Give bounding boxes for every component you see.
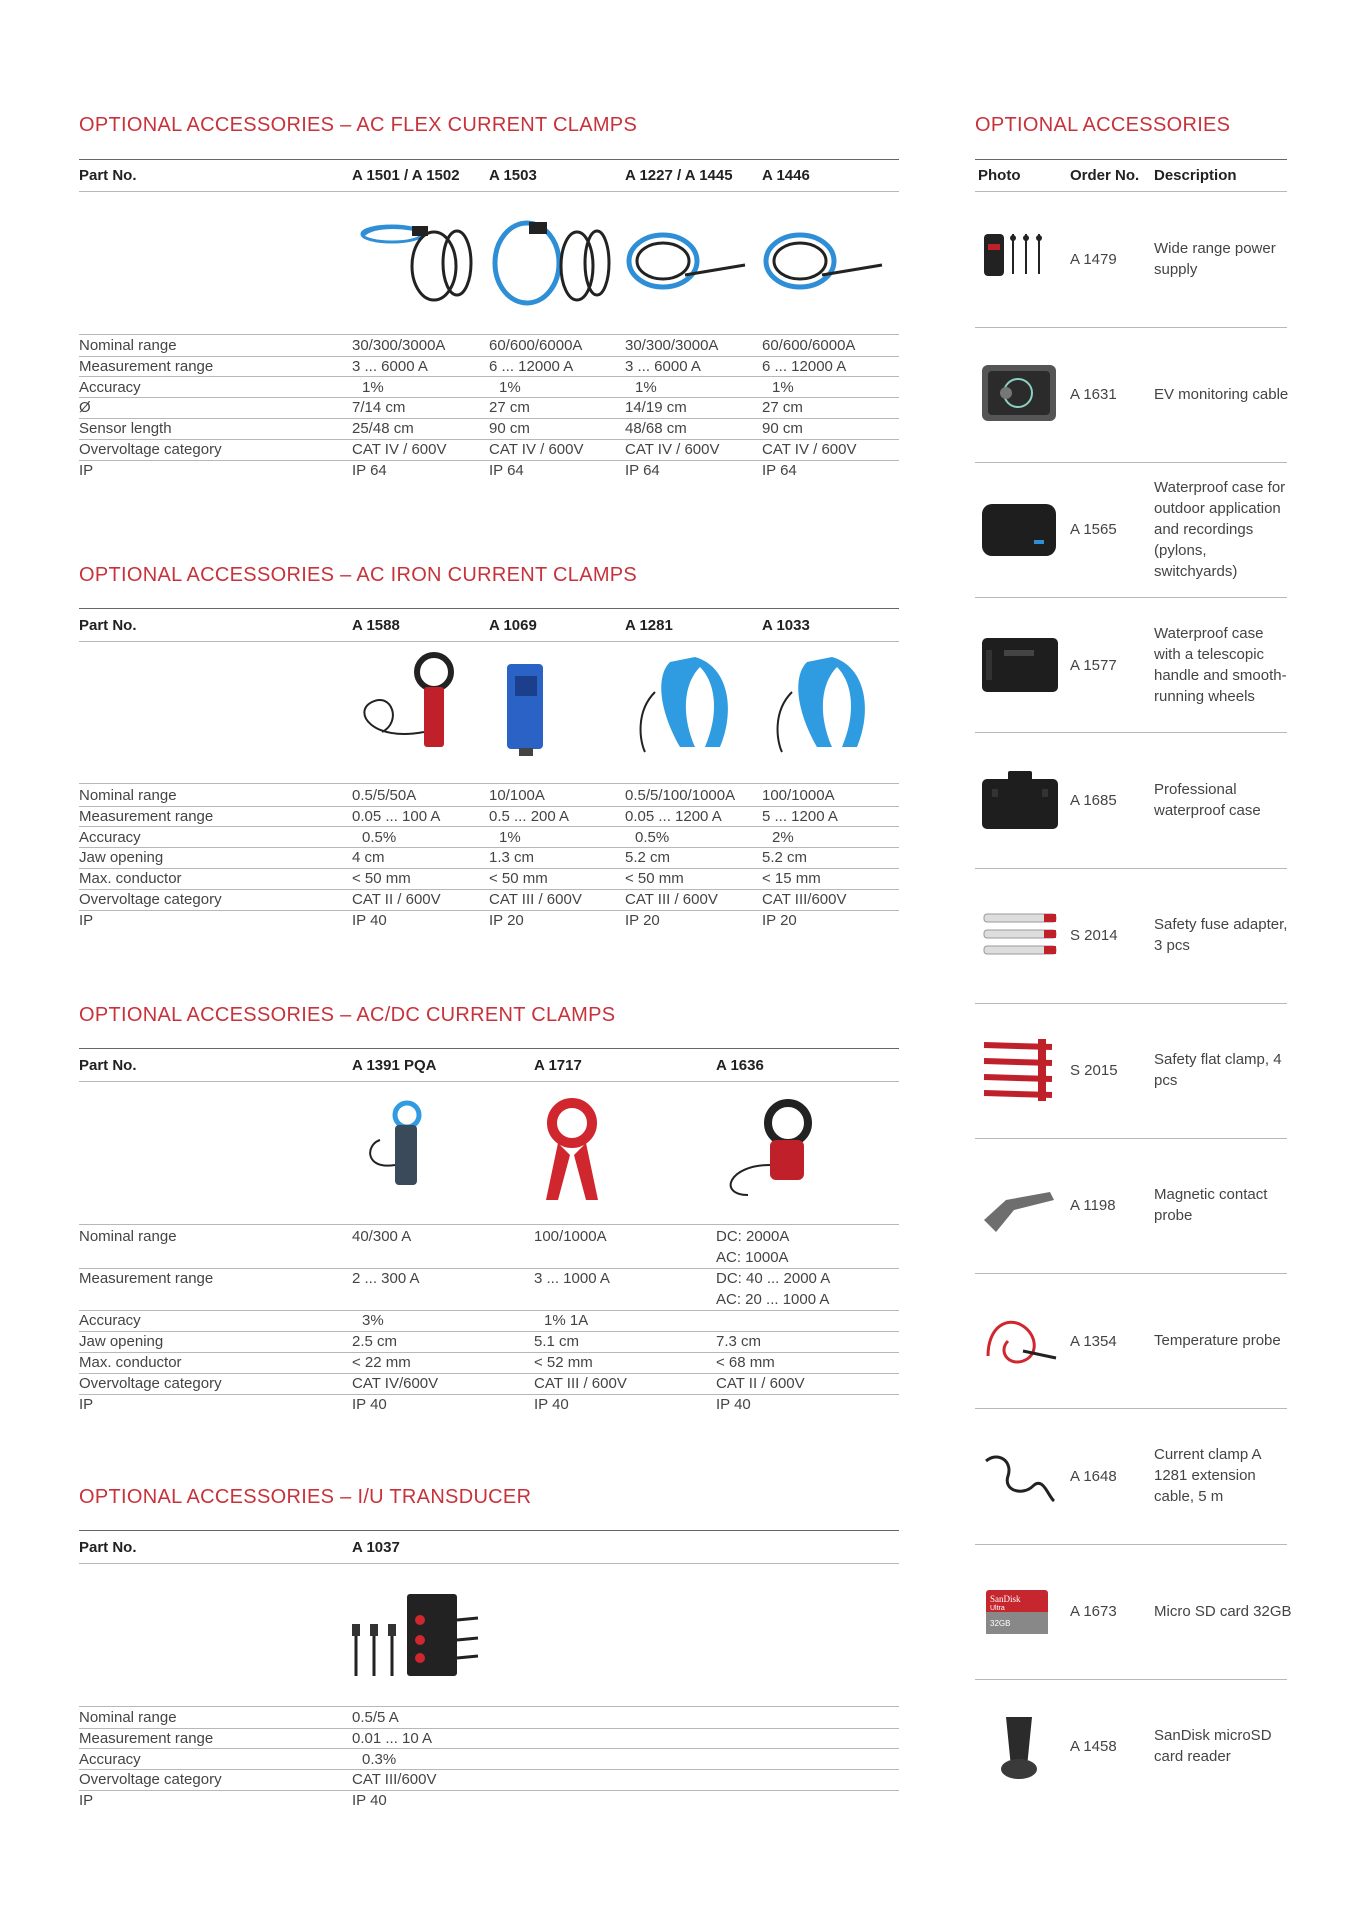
- spec-value: CAT IV/600V: [352, 1375, 439, 1392]
- spec-value: 7.3 cm: [716, 1333, 762, 1350]
- order-number: S 2014: [1070, 927, 1118, 944]
- description: EV monitoring cable: [1154, 385, 1289, 403]
- spec-label: IP: [79, 1396, 94, 1413]
- fuse-adapter-icon: [978, 900, 1062, 970]
- spec-value: IP 64: [625, 461, 660, 479]
- description: Safety flat clamp, 4 pcs: [1154, 1051, 1282, 1090]
- spec-label: IP: [79, 461, 94, 479]
- order-no-header: Order No.: [1070, 167, 1140, 184]
- spec-label: Overvoltage category: [79, 1375, 222, 1392]
- row-divider: [975, 1408, 1287, 1409]
- description: Safety fuse adapter, 3 pcs: [1154, 916, 1288, 954]
- row-divider: [79, 1268, 899, 1269]
- spec-value: CAT III / 600V: [625, 891, 718, 908]
- spec-value: 1%: [362, 378, 384, 396]
- col-header: A 1446: [762, 167, 810, 184]
- row-divider: [975, 1679, 1287, 1680]
- spec-label: Accuracy: [79, 1750, 141, 1768]
- spec-value: CAT III/600V: [762, 891, 847, 908]
- spec-value: 10/100A: [489, 787, 545, 804]
- spec-value: IP 20: [625, 911, 660, 929]
- spec-value: < 50 mm: [352, 870, 411, 888]
- spec-value: CAT III / 600V: [489, 891, 582, 908]
- spec-value: 60/600/6000A: [762, 337, 856, 354]
- description: Temperature probe: [1154, 1332, 1281, 1350]
- row-divider: [79, 847, 899, 848]
- spec-value: 1%: [499, 828, 521, 846]
- spec-value: < 15 mm: [762, 870, 821, 888]
- divider: [79, 1224, 899, 1225]
- spec-value: IP 64: [762, 461, 797, 479]
- spec-value: CAT IV / 600V: [625, 441, 720, 458]
- row-divider: [79, 1352, 899, 1353]
- order-number: A 1565: [1070, 521, 1117, 539]
- flex-clamp-image: [352, 218, 477, 308]
- section-title-flex: OPTIONAL ACCESSORIES – AC FLEX CURRENT CLAMPS: [79, 114, 638, 136]
- description: Magnetic contact probe: [1154, 1186, 1268, 1225]
- spec-value: CAT IV / 600V: [352, 441, 447, 458]
- row-divider: [79, 889, 899, 890]
- temperature-probe-icon: [978, 1306, 1062, 1376]
- spec-value: 0.5/5/100/1000A: [625, 787, 736, 804]
- spec-value: 3%: [362, 1312, 384, 1329]
- divider: [79, 191, 899, 192]
- row-divider: [79, 460, 899, 461]
- spec-label: Nominal range: [79, 1709, 177, 1726]
- row-divider: [79, 439, 899, 440]
- iron-clamp-image: [762, 652, 872, 757]
- spec-value: CAT III / 600V: [534, 1375, 627, 1392]
- row-divider: [975, 1003, 1287, 1004]
- spec-value: 0.5%: [635, 828, 670, 846]
- section-title-acdc: OPTIONAL ACCESSORIES – AC/DC CURRENT CLAMPS: [79, 1004, 616, 1026]
- part-no-header: Part No.: [79, 167, 137, 184]
- spec-value: 40/300 A: [352, 1228, 412, 1245]
- col-header: A 1281: [625, 617, 673, 634]
- spec-value: 3 ... 6000 A: [625, 357, 701, 375]
- spec-value: < 68 mm: [716, 1354, 775, 1371]
- spec-value: 6 ... 12000 A: [762, 357, 847, 375]
- power-supply-icon: [978, 224, 1062, 294]
- card-reader-icon: [978, 1711, 1062, 1781]
- divider: [79, 1081, 899, 1082]
- flex-clamp-image: [762, 225, 887, 300]
- section-title-iron: OPTIONAL ACCESSORIES – AC IRON CURRENT CLAMPS: [79, 564, 638, 586]
- spec-label: Jaw opening: [79, 1333, 164, 1350]
- spec-label: IP: [79, 911, 94, 929]
- row-divider: [975, 597, 1287, 598]
- spec-value: 48/68 cm: [625, 420, 687, 438]
- spec-value: 90 cm: [489, 420, 530, 438]
- spec-value: IP 20: [762, 911, 797, 929]
- spec-value: 3 ... 6000 A: [352, 357, 428, 375]
- spec-value: CAT III/600V: [352, 1771, 437, 1789]
- order-number: A 1648: [1070, 1467, 1117, 1485]
- divider: [79, 1706, 899, 1707]
- iron-clamp-image: [352, 652, 462, 757]
- description: Current clamp A 1281 extension cable, 5 m: [1154, 1446, 1261, 1506]
- spec-value: < 52 mm: [534, 1354, 593, 1371]
- spec-label: Accuracy: [79, 1312, 141, 1329]
- description: Wide range power supply: [1154, 240, 1276, 278]
- spec-label: Max. conductor: [79, 870, 182, 888]
- spec-value: 1%: [772, 378, 794, 396]
- row-divider: [79, 1394, 899, 1395]
- spec-value: 3 ... 1000 A: [534, 1270, 610, 1287]
- spec-label: Measurement range: [79, 807, 214, 825]
- spec-value: IP 40: [352, 1396, 387, 1413]
- spec-value: 5.2 cm: [762, 849, 808, 867]
- row-divider: [79, 1790, 899, 1791]
- spec-value: 0.5%: [362, 828, 397, 846]
- spec-value: 0.05 ... 100 A: [352, 807, 441, 825]
- part-no-header: Part No.: [79, 1539, 137, 1556]
- spec-value: CAT II / 600V: [716, 1375, 805, 1392]
- sd-line-text: Ultra: [990, 1605, 1005, 1612]
- spec-value: 7/14 cm: [352, 399, 406, 417]
- spec-value: 27 cm: [762, 399, 803, 417]
- spec-value: CAT II / 600V: [352, 891, 441, 908]
- spec-value: 0.5/5 A: [352, 1709, 399, 1726]
- soft-case-icon: [978, 494, 1062, 564]
- spec-value: DC: 2000A: [716, 1228, 790, 1245]
- spec-label: Jaw opening: [79, 849, 164, 867]
- spec-value: AC: 1000A: [716, 1249, 789, 1266]
- row-divider: [79, 1310, 899, 1311]
- row-divider: [79, 1331, 899, 1332]
- row-divider: [79, 376, 899, 377]
- divider: [79, 641, 899, 642]
- spec-value: 0.3%: [362, 1750, 397, 1768]
- spec-value: 90 cm: [762, 420, 803, 438]
- divider: [79, 1048, 899, 1049]
- spec-value: 100/1000A: [534, 1228, 607, 1245]
- spec-value: IP 40: [352, 911, 387, 929]
- spec-value: CAT IV / 600V: [489, 441, 584, 458]
- spec-label: Nominal range: [79, 787, 177, 804]
- spec-label: Max. conductor: [79, 1354, 182, 1371]
- spec-value: 25/48 cm: [352, 420, 414, 438]
- divider: [975, 159, 1287, 160]
- spec-value: IP 40: [716, 1396, 751, 1413]
- spec-value: 2%: [772, 828, 794, 846]
- row-divider: [79, 1373, 899, 1374]
- order-number: A 1685: [1070, 791, 1117, 809]
- description: SanDisk microSD card reader: [1154, 1727, 1272, 1766]
- order-number: A 1577: [1070, 656, 1117, 674]
- row-divider: [79, 1769, 899, 1770]
- spec-value: 1%: [635, 378, 657, 396]
- row-divider: [79, 1748, 899, 1749]
- spec-value: IP 64: [489, 461, 524, 479]
- sd-size-text: 32GB: [990, 1619, 1011, 1628]
- divider: [79, 783, 899, 784]
- col-header: A 1227 / A 1445: [625, 167, 733, 184]
- iron-clamp-image: [495, 658, 555, 758]
- order-number: A 1198: [1070, 1197, 1116, 1215]
- row-divider: [79, 356, 899, 357]
- spec-label: Accuracy: [79, 828, 141, 846]
- description: Professional waterproof case: [1154, 780, 1261, 819]
- spec-value: IP 40: [534, 1396, 569, 1413]
- divider: [79, 334, 899, 335]
- sd-brand-text: SanDisk: [990, 1594, 1021, 1604]
- row-divider: [975, 327, 1287, 328]
- spec-value: 60/600/6000A: [489, 337, 583, 354]
- spec-label: Measurement range: [79, 357, 214, 375]
- spec-label: IP: [79, 1792, 94, 1810]
- spec-value: 30/300/3000A: [352, 337, 446, 354]
- part-no-header: Part No.: [79, 617, 137, 634]
- acdc-clamp-image: [718, 1095, 818, 1205]
- col-header: A 1501 / A 1502: [352, 167, 460, 184]
- spec-label: Nominal range: [79, 337, 177, 354]
- iron-clamp-image: [625, 652, 735, 757]
- spec-label: Measurement range: [79, 1729, 214, 1747]
- spec-value: < 50 mm: [489, 870, 548, 888]
- spec-label: Overvoltage category: [79, 1771, 222, 1789]
- spec-value: 2.5 cm: [352, 1333, 398, 1350]
- row-divider: [975, 1544, 1287, 1545]
- hard-case-icon: [978, 765, 1062, 835]
- spec-value: 27 cm: [489, 399, 530, 417]
- description: Micro SD card 32GB: [1154, 1602, 1292, 1620]
- divider: [79, 1530, 899, 1531]
- spec-value: 0.01 ... 10 A: [352, 1729, 433, 1747]
- description: Waterproof case for outdoor application and recordings (pylons, switchyards): [1154, 478, 1286, 580]
- trolley-case-icon: [978, 630, 1062, 700]
- spec-value: 100/1000A: [762, 787, 835, 804]
- row-divider: [975, 732, 1287, 733]
- spec-value: 6 ... 12000 A: [489, 357, 574, 375]
- row-divider: [79, 910, 899, 911]
- col-header: A 1636: [716, 1057, 764, 1074]
- order-number: A 1479: [1070, 251, 1117, 268]
- spec-value: IP 40: [352, 1792, 387, 1810]
- row-divider: [975, 462, 1287, 463]
- row-divider: [79, 868, 899, 869]
- part-no-header: Part No.: [79, 1057, 137, 1074]
- sd-card-icon: [978, 1576, 1062, 1646]
- transducer-image: [350, 1590, 485, 1680]
- spec-value: 0.5 ... 200 A: [489, 807, 570, 825]
- row-divider: [79, 397, 899, 398]
- description-header: Description: [1154, 167, 1237, 184]
- ev-cable-case-icon: [978, 359, 1062, 429]
- row-divider: [975, 868, 1287, 869]
- spec-value: CAT IV / 600V: [762, 441, 857, 458]
- extension-cable-icon: [978, 1441, 1062, 1511]
- spec-value: 0.05 ... 1200 A: [625, 807, 722, 825]
- spec-label: Accuracy: [79, 378, 141, 396]
- spec-value: 2 ... 300 A: [352, 1270, 420, 1287]
- row-divider: [975, 1273, 1287, 1274]
- spec-label: Overvoltage category: [79, 441, 222, 458]
- divider: [79, 1563, 899, 1564]
- order-number: A 1458: [1070, 1738, 1117, 1756]
- spec-value: 30/300/3000A: [625, 337, 719, 354]
- spec-value: < 22 mm: [352, 1354, 411, 1371]
- photo-header: Photo: [978, 167, 1021, 184]
- divider: [79, 608, 899, 609]
- spec-label: Overvoltage category: [79, 891, 222, 908]
- col-header: A 1391 PQA: [352, 1057, 437, 1074]
- divider: [79, 159, 899, 160]
- spec-label: Nominal range: [79, 1228, 177, 1245]
- acdc-clamp-image: [540, 1095, 610, 1205]
- flex-clamp-image: [625, 225, 750, 300]
- spec-value: AC: 20 ... 1000 A: [716, 1291, 830, 1308]
- spec-value: 5 ... 1200 A: [762, 807, 838, 825]
- spec-value: IP 20: [489, 911, 524, 929]
- spec-value: < 50 mm: [625, 870, 684, 888]
- spec-label: Ø: [79, 399, 91, 417]
- row-divider: [79, 826, 899, 827]
- spec-value: 5.1 cm: [534, 1333, 580, 1350]
- spec-value: 1.3 cm: [489, 849, 535, 867]
- acdc-clamp-image: [355, 1095, 435, 1195]
- order-number: A 1354: [1070, 1332, 1117, 1350]
- col-header: A 1033: [762, 617, 810, 634]
- col-header: A 1037: [352, 1539, 400, 1556]
- flex-clamp-image: [489, 218, 614, 308]
- description: Waterproof case with a telescopic handle and smooth-running wheels: [1154, 624, 1287, 705]
- order-number: A 1673: [1070, 1603, 1117, 1620]
- row-divider: [79, 418, 899, 419]
- spec-label: Sensor length: [79, 420, 172, 438]
- spec-value: IP 64: [352, 461, 387, 479]
- row-divider: [975, 1138, 1287, 1139]
- section-title-side: OPTIONAL ACCESSORIES: [975, 114, 1231, 136]
- spec-value: 5.2 cm: [625, 849, 671, 867]
- magnetic-probe-icon: [978, 1170, 1062, 1240]
- col-header: A 1069: [489, 617, 537, 634]
- spec-value: 14/19 cm: [625, 399, 687, 417]
- col-header: A 1503: [489, 167, 537, 184]
- order-number: A 1631: [1070, 386, 1117, 404]
- spec-value: DC: 40 ... 2000 A: [716, 1270, 831, 1287]
- spec-value: 0.5/5/50A: [352, 787, 417, 804]
- order-number: S 2015: [1070, 1062, 1118, 1080]
- row-divider: [79, 1728, 899, 1729]
- spec-value: 1% 1A: [544, 1312, 589, 1329]
- section-title-iu: OPTIONAL ACCESSORIES – I/U TRANSDUCER: [79, 1486, 532, 1508]
- spec-value: 1%: [499, 378, 521, 396]
- spec-label: Measurement range: [79, 1270, 214, 1287]
- flat-clamp-icon: [978, 1035, 1062, 1105]
- col-header: A 1717: [534, 1057, 582, 1074]
- spec-value: 4 cm: [352, 849, 385, 867]
- divider: [975, 191, 1287, 192]
- col-header: A 1588: [352, 617, 400, 634]
- row-divider: [79, 806, 899, 807]
